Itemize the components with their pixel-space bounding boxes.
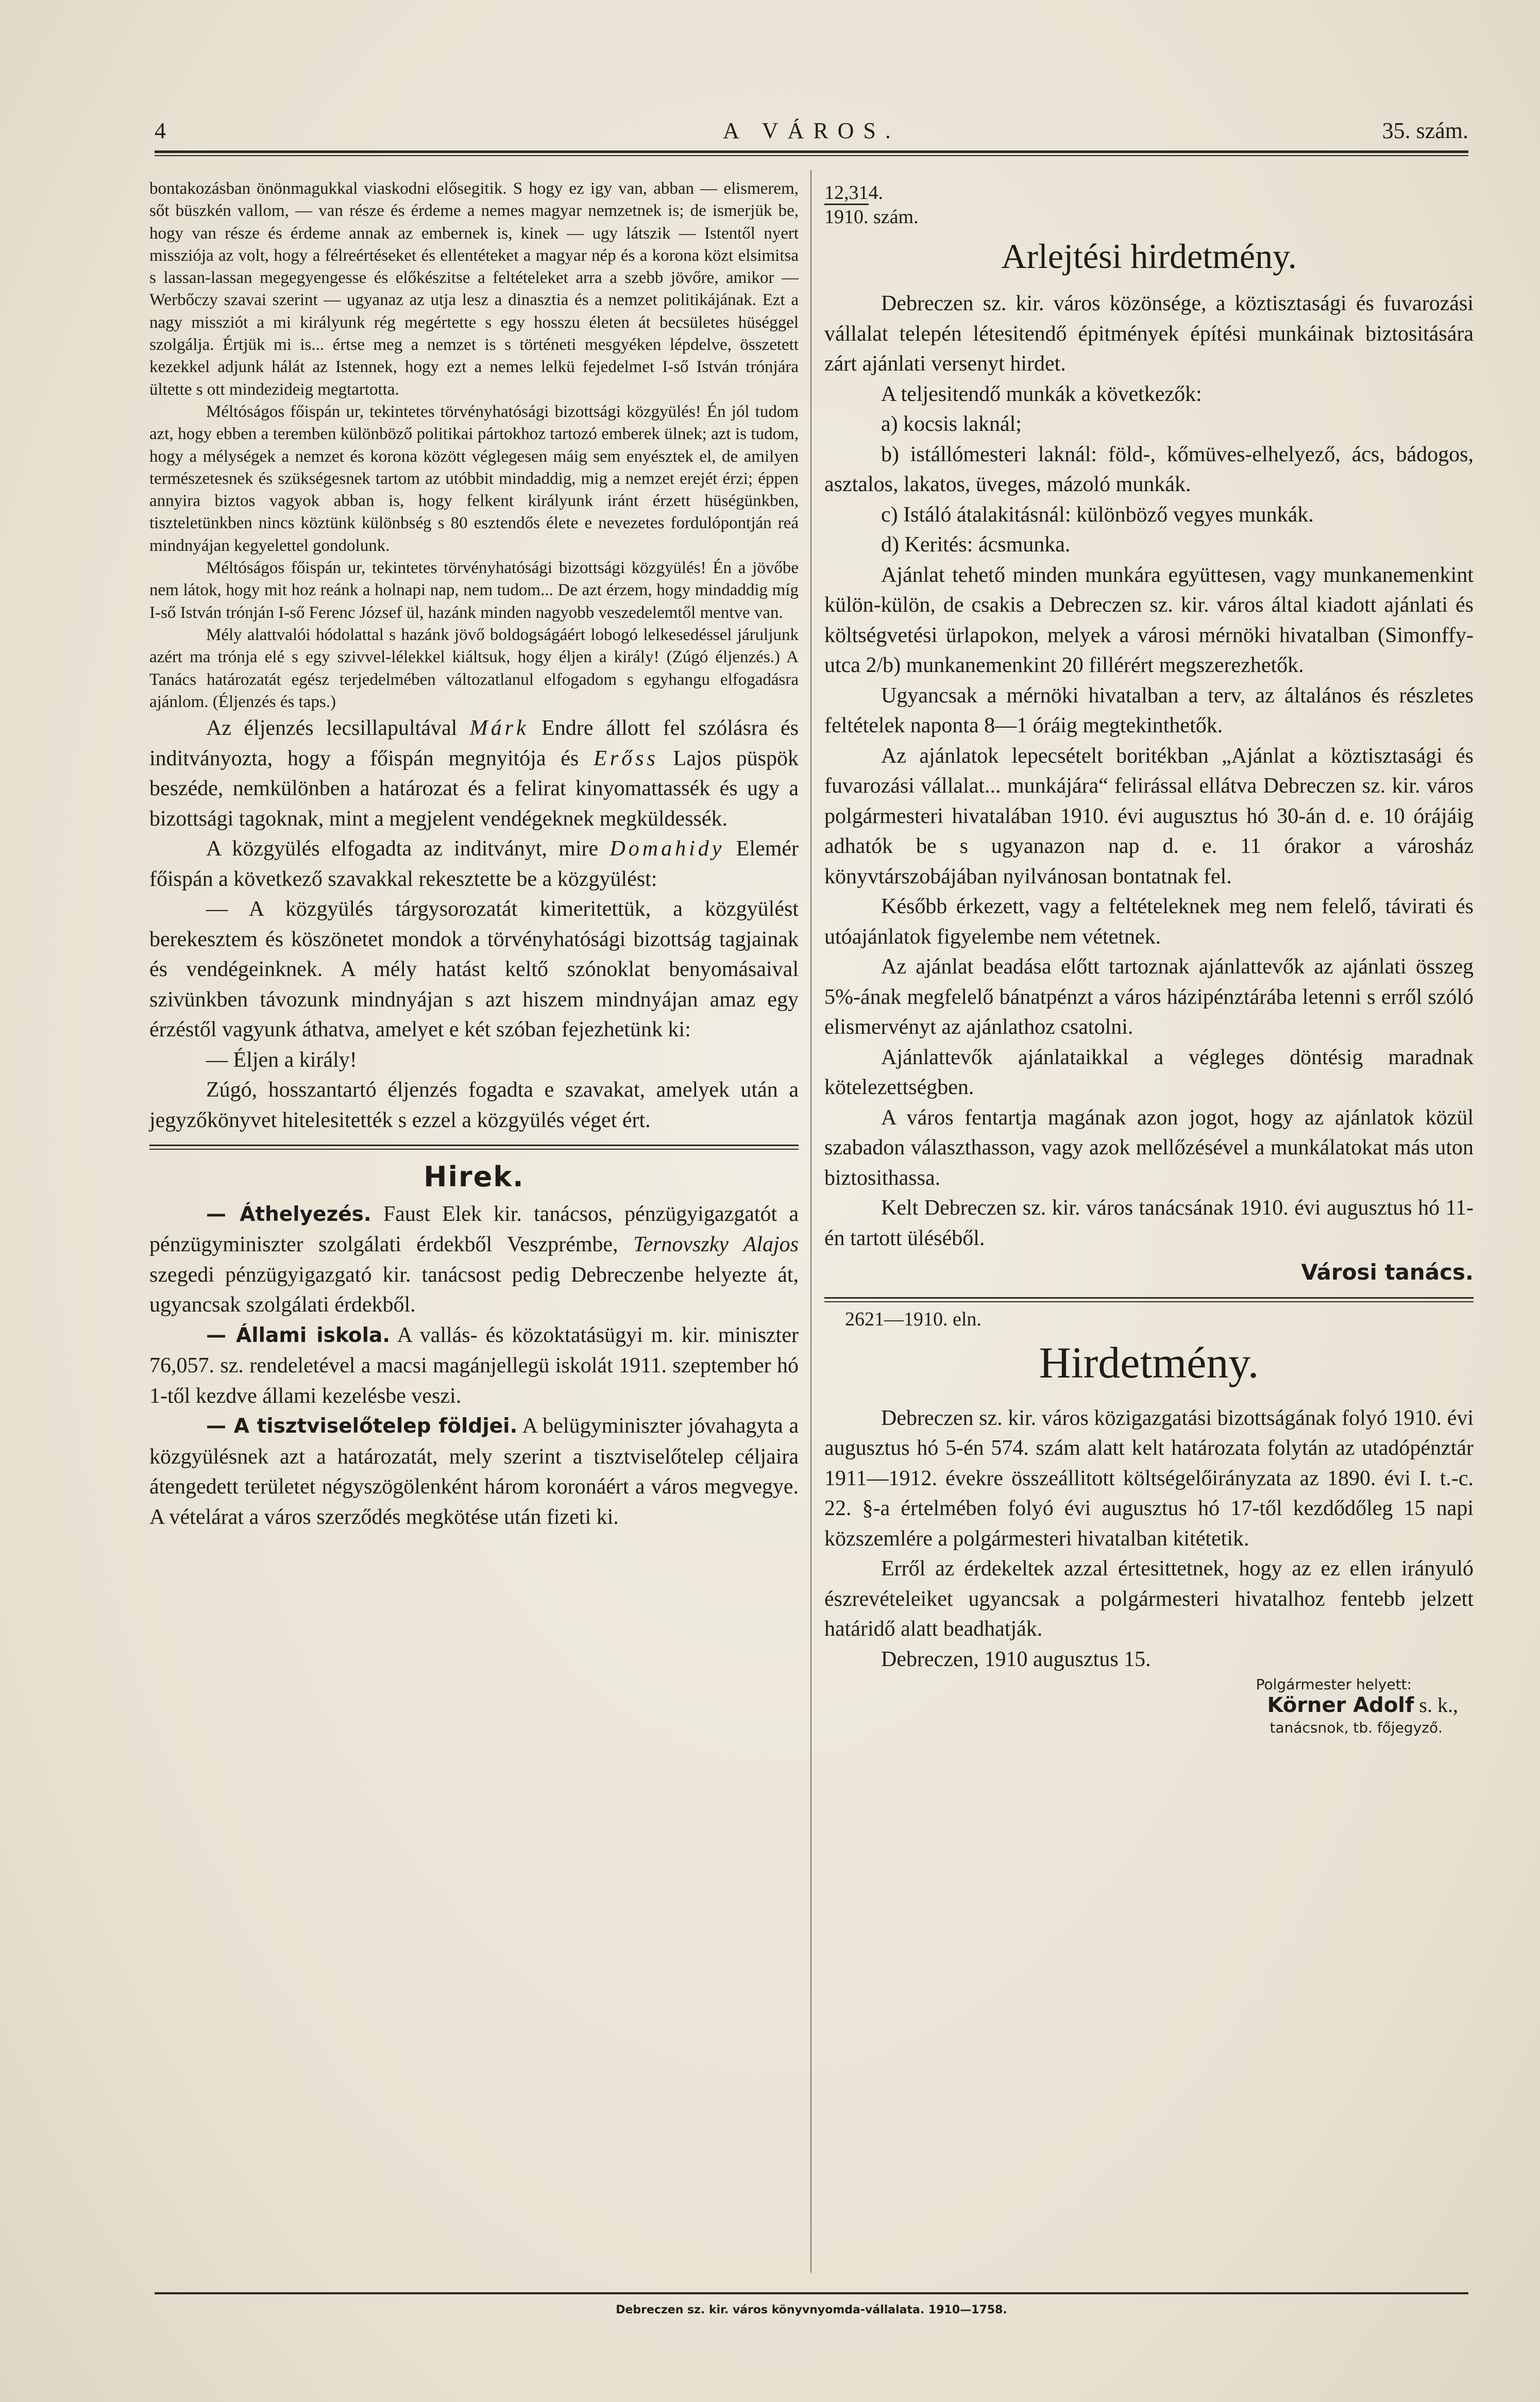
ad1-paragraph: Ugyancsak a mérnöki hivatalban a terv, az általános és részletes feltételek naponta 8—1 óráig megtekinthetők. bbox=[824, 683, 1474, 737]
footer-rule bbox=[155, 2292, 1468, 2294]
news-item-officials-estate: — A tisztviselőtelep földjei. A belügyminiszter jóvahagyta a közgyülésnek azt a határozatát, mely szerint a tisztviselőtelep céljaira átengedett területet négyszögölenként három koronáért a város megvegye. A vételárat a város szerződés megkötése után fizeti ki. bbox=[149, 1414, 799, 1529]
issue-number: 35. szám. bbox=[1382, 118, 1468, 143]
narration-paragraph: Zúgó, hosszantartó éljenzés fogadta e szavakat, amelyek után a jegyzőkönyvet hitelesitették s ezzel a közgyülés véget ért. bbox=[149, 1078, 799, 1132]
ad1-reference: 12,314. 1910. szám. bbox=[824, 182, 919, 228]
deputy-label: Polgármester helyett: bbox=[1256, 1676, 1412, 1693]
ad2-title: Hirdetmény. bbox=[1039, 1337, 1259, 1387]
printer-footer: Debreczen sz. kir. város könyvnyomda-vállalata. 1910—1758. bbox=[616, 2304, 1007, 2316]
ad1-paragraph: Kelt Debreczen sz. kir. város tanácsának 1910. évi augusztus hó 11-én tartott üléséből. bbox=[824, 1196, 1474, 1250]
ad1-works-list bbox=[824, 409, 1474, 560]
page-number: 4 bbox=[155, 118, 166, 143]
ad1-work-item: d) Kerités: ácsmunka. bbox=[881, 533, 1071, 557]
ad1-works-intro: A teljesitendő munkák a következők: bbox=[881, 382, 1202, 406]
right-column bbox=[824, 178, 1474, 1738]
ad1-work-item: b) istállómesteri laknál: föld-, kőmüves-elhelyező, ács, bádogos, asztalos, lakatos, üveges, mázoló munkák. bbox=[824, 442, 1474, 496]
assembly-narration bbox=[149, 713, 799, 1135]
newspaper-title: A VÁROS. bbox=[723, 118, 900, 143]
section-rule bbox=[149, 1145, 799, 1150]
ad1-work-item: a) kocsis laknál; bbox=[881, 412, 1022, 436]
ad1-signature: Városi tanács. bbox=[1301, 1259, 1474, 1285]
section-rule bbox=[824, 1297, 1474, 1302]
column-divider bbox=[810, 170, 811, 2273]
ad1-paragraph: Ajánlat tehető minden munkára együttesen, vagy munkanemenkint külön-külön, de csakis a Debreczen sz. kir. város által kiadott ajánlati és költségvetési ürlapokon, melyek a városi mérnöki hivatalban (Simonffy-utca 2/b) munkanemenkint 20 fillérért megszerezhetők. bbox=[824, 563, 1474, 677]
narration-paragraph: — Éljen a király! bbox=[206, 1048, 357, 1072]
ad2-date: Debreczen, 1910 augusztus 15. bbox=[881, 1647, 1151, 1671]
speech-paragraph: bontakozásban önönmagukkal viaskodni elősegitik. S hogy ez igy van, abban — elismerem, sőt büszkén vallom, — van része és érdeme a nemes magyar nemzetnek is; de ismerjük be, hogy van része és érdeme annak az embernek is, kinek — ugy látszik — Istentől nyert missziója az volt, hogy a félreértéseket és ellentéteket a magyar nép és a korona közt elsimitsa s lassan-lassan megegyengesse és előkészitse a feltételeket arra a szebb jövőre, amikor — Werbőczy szavai szerint — ugyanaz az utja lesz a dinasztia és a nemzet politikájának. Ezt a nagy missziót a mi királyunk rég megértette s egy hosszu életen át becsületes hüséggel szolgálja. Értjük mi is... értse meg a nemzet is s történeti mesgyéken lépdelve, összetett kezekkel adjunk hálát az Istennek, hogy ezt a nemes lelkü fejedelmet I-ső István trónjára ültette s ott mindezideig megtartotta. bbox=[149, 179, 799, 399]
signer-title: tanácsnok, tb. főjegyző. bbox=[1270, 1719, 1443, 1736]
left-column bbox=[149, 178, 799, 1532]
narration-paragraph: — A közgyülés tárgysorozatát kimeritettük, a közgyülést berekesztem és köszönetet mondok a törvényhatósági bizottság tagjainak és vendégeinknek. A mély hatást keltő szónoklat benyomásaival szivünkben távozunk mindnyájan s azt hiszem mindnyájan amaz egy érzéstől vagyunk áthatva, amelyet e két szóban fejezhetünk ki: bbox=[149, 897, 799, 1042]
ad1-paragraph: Később érkezett, vagy a feltételeknek meg nem felelő, távirati és utóajánlatok figyelembe nem vétetnek. bbox=[824, 895, 1474, 949]
ad1-paragraph: A város fentartja magának azon jogot, hogy az ajánlatok közül szabadon választhasson, vagy azok mellőzésével a munkálatokat más uton biztosithassa. bbox=[824, 1105, 1474, 1190]
narration-paragraph: A közgyülés elfogadta az inditványt, mire Domahidy Elemér főispán a következő szavakkal rekesztette be a közgyülést: bbox=[149, 837, 799, 891]
ad2-paragraph: Erről az érdekeltek azzal értesittetnek, hogy az ez ellen irányuló észrevételeiket ugyancsak a polgármesteri hivatalhoz fentebb jelzett határidő alatt beadhatják. bbox=[824, 1557, 1474, 1641]
narration-paragraph: Az éljenzés lecsillapultával Márk Endre állott fel szólásra és inditványozta, hogy a főispán megnyitója és Erőss Lajos püspök beszéde, nemkülönben a határozat és a felirat kinyomattassék és ugy a bizottsági tagoknak, mint a megjelent vendégeknek megküldessék. bbox=[149, 716, 799, 831]
news-item-transfer: — Áthelyezés. Faust Elek kir. tanácsos, pénzügyigazgatót a pénzügyminiszter szolgálati érdekből Veszprémbe, Ternovszky Alajos szegedi pénzügyigazgató kir. tanácsost pedig Debreczenbe helyezte át, ugyancsak szolgálati érdekből. bbox=[149, 1202, 799, 1317]
news-item-state-school: — Állami iskola. A vallás- és közoktatásügyi m. kir. miniszter 76,057. sz. rendeletével a macsi magánjellegü iskolát 1911. szeptember hó 1-től kezdve állami kezelésbe veszi. bbox=[149, 1323, 799, 1408]
header-rule bbox=[155, 150, 1468, 156]
ad1-paragraph: Az ajánlatok lepecsételt boritékban „Ajánlat a köztisztasági és fuvarozási vállalat... munkájára“ felirással ellátva Debreczen sz. kir. város polgármesteri hivatalában 1910. évi augusztus hó 30-án d. e. 10 órájáig adhatók be s ugyanazon nap d. e. 11 órakor a városház könyvtárszobájában nyilvánosan bontatnak fel. bbox=[824, 744, 1474, 888]
ad2-reference: 2621—1910. eln. bbox=[845, 1308, 981, 1330]
signer-line: Körner Adolf s. k., bbox=[1267, 1693, 1458, 1717]
ad1-work-item: c) Istáló átalakitásnál: különböző vegyes munkák. bbox=[881, 502, 1314, 527]
speech-paragraph: Mély alattvalói hódolattal s hazánk jövő boldogságáért lobogó lelkesedéssel járuljunk azért ma trónja elé s egy szivvel-lélekkel kiáltsuk, hogy éljen a király! (Zúgó éljenzés.) A Tanács határozatát egész terjedelmében változatlanul elfogadom s egyhangu elfogadásra ajánlom. (Éljenzés és taps.) bbox=[149, 625, 799, 711]
news-section-title: Hirek. bbox=[424, 1161, 524, 1194]
speech-paragraph: Méltóságos főispán ur, tekintetes törvényhatósági bizottsági közgyülés! Én jól tudom azt, hogy ebben a teremben különböző politikai pártokhoz tartozó emberek ülnek; azt is tudom, hogy a mélységek a nemzet és korona között véglegesen máig sem enyésztek el, de amilyen természetesnek és szükségesnek tartom az utóbbit mindaddig, mig a nemzet erejét érzi; éppen annyira biztos vagyok abban is, hogy felkent királyunk iránt érzett hüségünkben, tiszteletünkben nincs köztünk különbség s 80 esztendős élete e nevezetes fordulópontján reá mindnyájan kegyelettel gondolunk. bbox=[149, 402, 799, 555]
ad1-intro: Debreczen sz. kir. város közönsége, a köztisztasági és fuvarozási vállalat telepén létesitendő épitmények építési munkáinak biztositására zárt ajánlati versenyt hirdet. bbox=[824, 292, 1474, 376]
ad2-paragraph: Debreczen sz. kir. város közigazgatási bizottságának folyó 1910. évi augusztus hó 5-én 574. szám alatt kelt határozata folytán az utadópénztár 1911—1912. évekre összeállitott költségelőirányzata az 1890. évi I. t.-c. 22. §-a értelmében folyó évi augusztus hó 17-től kezdődőleg 15 napi közszemlére a polgármesteri hivatalban kitétetik. bbox=[824, 1406, 1474, 1551]
speech-paragraph: Méltóságos főispán ur, tekintetes törvényhatósági bizottsági közgyülés! Én a jövőbe nem látok, hogy mit hoz reánk a holnapi nap, nem tudom... De azt érzem, hogy mindaddig míg I-ső István trónján I-ső Ferenc József ül, hazánk minden nagyobb veszedelemtől mentve van. bbox=[149, 559, 799, 622]
ad1-paragraph: Az ajánlat beadása előtt tartoznak ajánlattevők az ajánlati összeg 5%-ának megfelelő bánatpénzt a város házipénztárába letenni s erről szóló elismervényt az ajánlathoz csatolni. bbox=[824, 955, 1474, 1039]
speech-continuation bbox=[149, 178, 799, 713]
ad1-paragraph: Ajánlattevők ajánlataikkal a végleges döntésig maradnak kötelezettségben. bbox=[824, 1045, 1474, 1099]
ad2-signature-block bbox=[824, 1674, 1474, 1738]
page-header bbox=[155, 117, 1468, 148]
news-items bbox=[149, 1199, 799, 1533]
ad1-title: Arlejtési hirdetmény. bbox=[1001, 237, 1297, 276]
